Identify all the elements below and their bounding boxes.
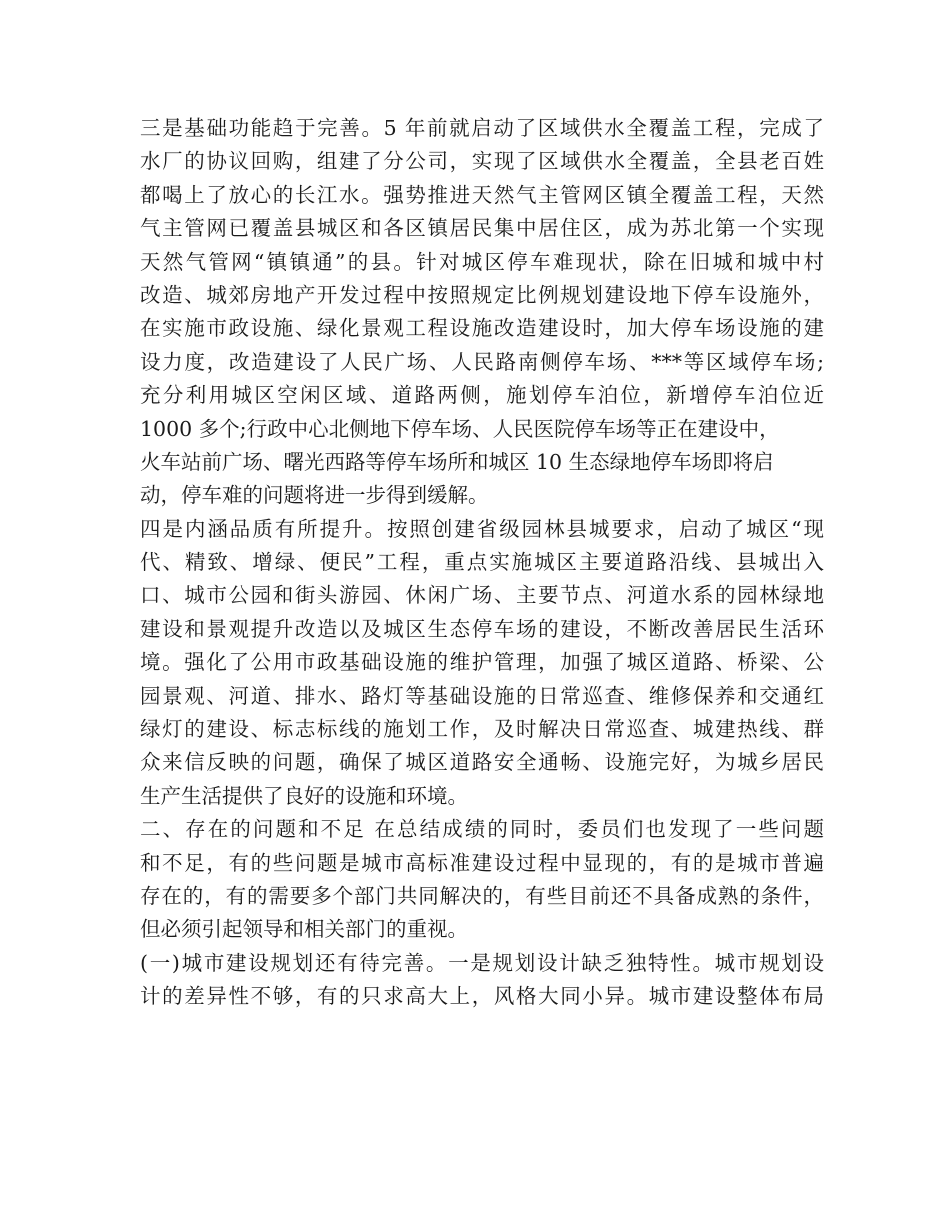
text-line: 代、精致、增绿、便民”工程，重点实施城区主要道路沿线、县城出入 xyxy=(140,550,824,575)
text-line: 充分利用城区空闲区域、道路两侧，施划停车泊位，新增停车泊位近 xyxy=(140,383,824,408)
text-line: 气主管网已覆盖县城区和各区镇居民集中居住区，成为苏北第一个实现 xyxy=(140,216,824,241)
text-line: 但必须引起领导和相关部门的重视。 xyxy=(140,917,468,942)
text-line: (一)城市建设规划还有待完善。一是规划设计缺乏独特性。城市规划设 xyxy=(140,950,824,975)
text-line: 和不足，有的些问题是城市高标准建设过程中显现的，有的是城市普遍 xyxy=(140,850,824,875)
text-line: 天然气管网“镇镇通”的县。针对城区停车难现状，除在旧城和城中村 xyxy=(140,249,824,274)
text-line: 设力度，改造建设了人民广场、人民路南侧停车场、***等区域停车场; xyxy=(140,349,824,374)
text-line: 水厂的协议回购，组建了分公司，实现了区域供水全覆盖，全县老百姓 xyxy=(140,149,824,174)
text-line: 口、城市公园和街头游园、休闲广场、主要节点、河道水系的园林绿地 xyxy=(140,583,824,608)
text-line: 境。强化了公用市政基础设施的维护管理，加强了城区道路、桥梁、公 xyxy=(140,650,824,675)
text-line: 四是内涵品质有所提升。按照创建省级园林县城要求，启动了城区“现 xyxy=(140,516,824,541)
text-line: 改造、城郊房地产开发过程中按照规定比例规划建设地下停车设施外， xyxy=(140,282,824,307)
text-line: 计的差异性不够，有的只求高大上，风格大同小异。城市建设整体布局 xyxy=(140,984,824,1009)
document-body xyxy=(140,112,824,1014)
text-line: 建设和景观提升改造以及城区生态停车场的建设，不断改善居民生活环 xyxy=(140,616,824,641)
text-line: 二、存在的问题和不足 在总结成绩的同时，委员们也发现了一些问题 xyxy=(140,817,824,842)
text-line: 在实施市政设施、绿化景观工程设施改造建设时，加大停车场设施的建 xyxy=(140,316,824,341)
text-line: 三是基础功能趋于完善。5 年前就启动了区域供水全覆盖工程，完成了 xyxy=(140,116,824,140)
text-line: 1000 多个;行政中心北侧地下停车场、人民医院停车场等正在建设中， xyxy=(140,416,780,441)
text-line: 众来信反映的问题，确保了城区道路安全通畅、设施完好，为城乡居民 xyxy=(140,750,824,775)
text-line: 生产生活提供了良好的设施和环境。 xyxy=(140,783,468,808)
text-line: 火车站前广场、曙光西路等停车场所和城区 10 生态绿地停车场即将启 xyxy=(140,449,774,474)
text-line: 园景观、河道、排水、路灯等基础设施的日常巡查、维修保养和交通红 xyxy=(140,683,824,708)
text-line: 绿灯的建设、标志标线的施划工作，及时解决日常巡查、城建热线、群 xyxy=(140,717,824,742)
text-line: 动，停车难的问题将进一步得到缓解。 xyxy=(140,483,489,508)
text-line: 都喝上了放心的长江水。强势推进天然气主管网区镇全覆盖工程，天然 xyxy=(140,182,824,207)
text-line: 存在的，有的需要多个部门共同解决的，有些目前还不具备成熟的条件， xyxy=(140,883,824,908)
